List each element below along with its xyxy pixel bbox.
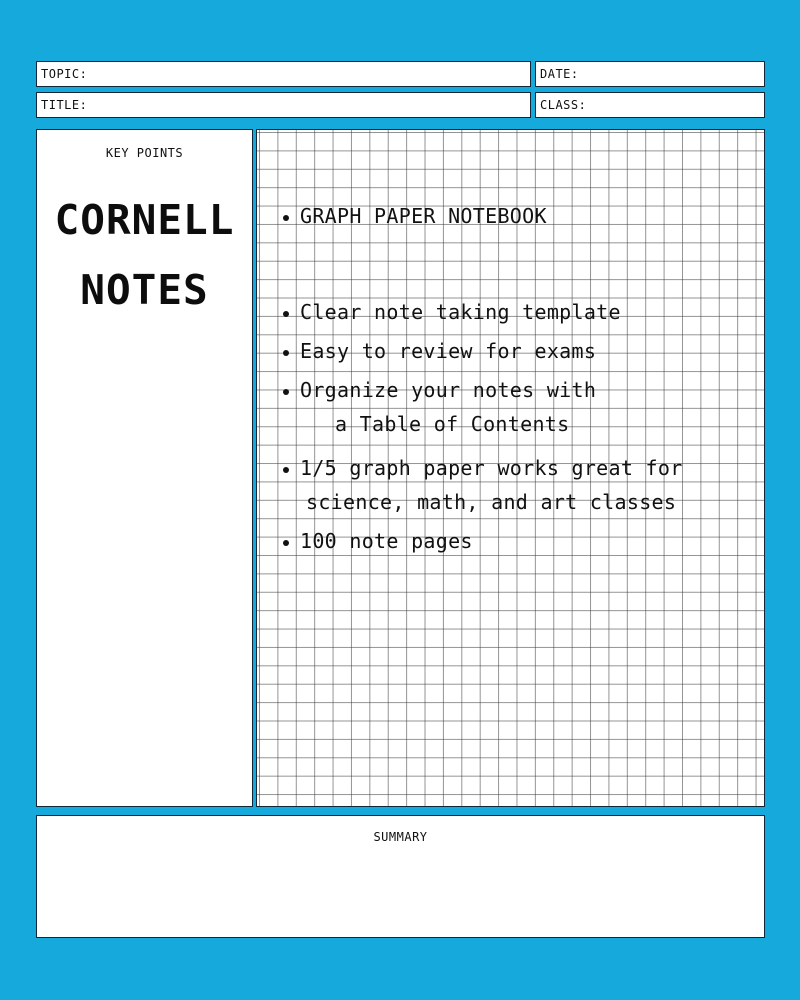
cover-title-notes: NOTES xyxy=(80,266,209,314)
topic-label: TOPIC: xyxy=(41,67,88,81)
date-label: DATE: xyxy=(540,67,579,81)
topic-field[interactable] xyxy=(36,61,531,87)
bullet-dot xyxy=(283,311,289,317)
date-field[interactable] xyxy=(535,61,765,87)
bullet-organize-line1: Organize your notes with xyxy=(300,378,597,402)
bullet-organize-line2: a Table of Contents xyxy=(335,412,570,436)
bullet-dot xyxy=(283,389,289,395)
bullet-dot xyxy=(283,215,289,221)
bullet-clear-template: Clear note taking template xyxy=(300,300,621,324)
summary-label: SUMMARY xyxy=(373,830,428,844)
class-label: CLASS: xyxy=(540,98,587,112)
title-field[interactable] xyxy=(36,92,531,118)
bullet-graph-ratio-line2: science, math, and art classes xyxy=(306,490,677,514)
key-points-label: KEY POINTS xyxy=(105,146,184,160)
bullet-dot xyxy=(283,467,289,473)
cover-title-cornell: CORNELL xyxy=(54,196,235,244)
bullet-dot xyxy=(283,350,289,356)
bullet-dot xyxy=(283,540,289,546)
bullet-note-pages: 100 note pages xyxy=(300,529,473,553)
summary-area[interactable] xyxy=(36,815,765,938)
title-label: TITLE: xyxy=(41,98,88,112)
bullet-graph-paper: GRAPH PAPER NOTEBOOK xyxy=(300,204,547,228)
class-field[interactable] xyxy=(535,92,765,118)
bullet-easy-review: Easy to review for exams xyxy=(300,339,597,363)
bullet-graph-ratio-line1: 1/5 graph paper works great for xyxy=(300,456,683,480)
